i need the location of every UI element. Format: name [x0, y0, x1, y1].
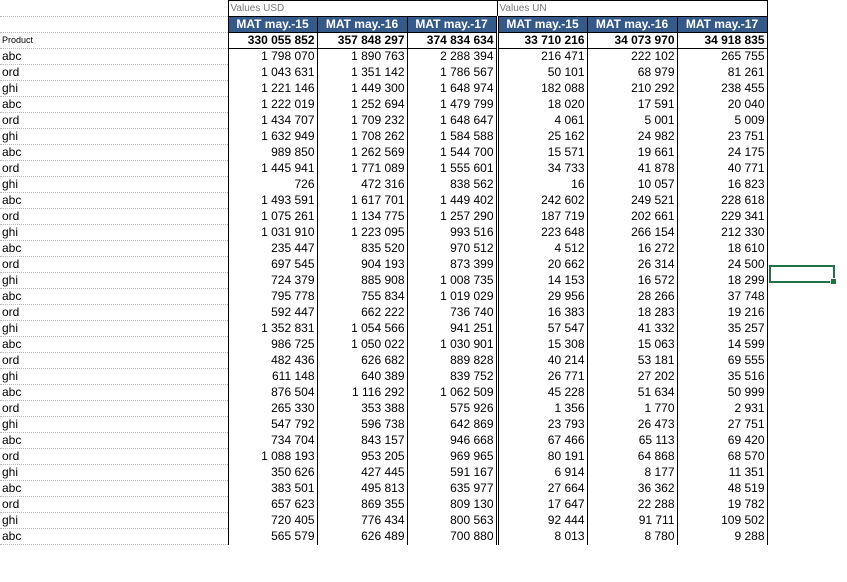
value-cell[interactable]: 1 031 910	[228, 225, 317, 241]
value-cell[interactable]: 16 572	[587, 273, 677, 289]
value-cell[interactable]: 24 500	[677, 257, 767, 273]
table-row	[0, 177, 767, 193]
table-row	[0, 49, 767, 65]
product-cell[interactable]: abc	[0, 529, 228, 545]
table-row	[0, 321, 767, 337]
value-cell[interactable]: 724 379	[228, 273, 317, 289]
table-row	[0, 65, 767, 81]
value-cell[interactable]: 23 793	[497, 417, 587, 433]
value-cell[interactable]: 27 751	[677, 417, 767, 433]
value-cell[interactable]: 946 668	[407, 433, 497, 449]
value-cell[interactable]: 16	[497, 177, 587, 193]
value-cell[interactable]: 16 823	[677, 177, 767, 193]
column-header[interactable]: MAT may.-17	[407, 17, 497, 33]
product-cell[interactable]: abc	[0, 49, 228, 65]
value-cell[interactable]: 547 792	[228, 417, 317, 433]
value-cell[interactable]: 2 931	[677, 401, 767, 417]
value-cell[interactable]: 14 599	[677, 337, 767, 353]
value-cell[interactable]: 755 834	[317, 289, 407, 305]
value-cell[interactable]: 17 591	[587, 97, 677, 113]
value-cell[interactable]: 41 332	[587, 321, 677, 337]
value-cell[interactable]: 18 020	[497, 97, 587, 113]
value-cell[interactable]: 80 191	[497, 449, 587, 465]
table-row	[0, 193, 767, 209]
product-cell[interactable]: abc	[0, 481, 228, 497]
value-cell[interactable]: 16 383	[497, 305, 587, 321]
product-cell[interactable]: ghi	[0, 81, 228, 97]
value-cell[interactable]: 876 504	[228, 385, 317, 401]
total-cell[interactable]: 357 848 297	[317, 33, 407, 49]
product-cell[interactable]: ghi	[0, 225, 228, 241]
product-cell[interactable]: abc	[0, 433, 228, 449]
value-cell[interactable]: 1 449 300	[317, 81, 407, 97]
value-cell[interactable]: 1 770	[587, 401, 677, 417]
value-cell[interactable]: 800 563	[407, 513, 497, 529]
value-cell[interactable]: 838 562	[407, 177, 497, 193]
value-cell[interactable]: 1 449 402	[407, 193, 497, 209]
value-cell[interactable]: 265 755	[677, 49, 767, 65]
value-cell[interactable]: 776 434	[317, 513, 407, 529]
value-cell[interactable]: 1 445 941	[228, 161, 317, 177]
total-cell[interactable]: 330 055 852	[228, 33, 317, 49]
value-cell[interactable]: 596 738	[317, 417, 407, 433]
value-cell[interactable]: 726	[228, 177, 317, 193]
value-cell[interactable]: 20 662	[497, 257, 587, 273]
value-cell[interactable]: 24 175	[677, 145, 767, 161]
value-cell[interactable]: 1 221 146	[228, 81, 317, 97]
cell-blank[interactable]	[0, 17, 228, 33]
total-cell[interactable]: 33 710 216	[497, 33, 587, 49]
value-cell[interactable]: 4 061	[497, 113, 587, 129]
product-cell[interactable]: ord	[0, 113, 228, 129]
value-cell[interactable]: 4 512	[497, 241, 587, 257]
value-cell[interactable]: 953 205	[317, 449, 407, 465]
product-cell[interactable]: abc	[0, 241, 228, 257]
value-cell[interactable]: 8 780	[587, 529, 677, 545]
value-cell[interactable]: 611 148	[228, 369, 317, 385]
value-cell[interactable]: 986 725	[228, 337, 317, 353]
value-cell[interactable]: 1 352 831	[228, 321, 317, 337]
value-cell[interactable]: 1 030 901	[407, 337, 497, 353]
value-cell[interactable]: 472 316	[317, 177, 407, 193]
value-cell[interactable]: 720 405	[228, 513, 317, 529]
value-cell[interactable]: 575 926	[407, 401, 497, 417]
value-cell[interactable]: 50 999	[677, 385, 767, 401]
product-cell[interactable]: ghi	[0, 369, 228, 385]
value-cell[interactable]: 6 914	[497, 465, 587, 481]
value-cell[interactable]: 19 216	[677, 305, 767, 321]
value-cell[interactable]: 68 570	[677, 449, 767, 465]
value-cell[interactable]: 26 314	[587, 257, 677, 273]
value-cell[interactable]: 26 771	[497, 369, 587, 385]
value-cell[interactable]: 50 101	[497, 65, 587, 81]
value-cell[interactable]: 222 102	[587, 49, 677, 65]
value-cell[interactable]: 11 351	[677, 465, 767, 481]
values-usd-label[interactable]: Values USD	[228, 1, 497, 17]
value-cell[interactable]: 1 544 700	[407, 145, 497, 161]
value-cell[interactable]: 1 062 509	[407, 385, 497, 401]
value-cell[interactable]: 228 618	[677, 193, 767, 209]
value-cell[interactable]: 1 252 694	[317, 97, 407, 113]
product-cell[interactable]: ghi	[0, 273, 228, 289]
product-cell[interactable]: ord	[0, 449, 228, 465]
value-cell[interactable]: 36 362	[587, 481, 677, 497]
value-cell[interactable]: 8 177	[587, 465, 677, 481]
value-cell[interactable]: 8 013	[497, 529, 587, 545]
value-cell[interactable]: 10 057	[587, 177, 677, 193]
table-row	[0, 241, 767, 257]
table-row	[0, 97, 767, 113]
value-cell[interactable]: 40 771	[677, 161, 767, 177]
value-cell[interactable]: 25 162	[497, 129, 587, 145]
fill-handle[interactable]	[830, 278, 837, 285]
product-cell[interactable]: ord	[0, 161, 228, 177]
value-cell[interactable]: 565 579	[228, 529, 317, 545]
value-cell[interactable]: 1 262 569	[317, 145, 407, 161]
value-cell[interactable]: 626 489	[317, 529, 407, 545]
product-cell[interactable]: ghi	[0, 513, 228, 529]
value-cell[interactable]: 41 878	[587, 161, 677, 177]
product-cell[interactable]: ord	[0, 65, 228, 81]
product-cell[interactable]: ghi	[0, 177, 228, 193]
value-cell[interactable]: 1 043 631	[228, 65, 317, 81]
value-cell[interactable]: 1 709 232	[317, 113, 407, 129]
product-cell[interactable]: ord	[0, 401, 228, 417]
table-row	[0, 273, 767, 289]
product-cell[interactable]: ghi	[0, 129, 228, 145]
value-cell[interactable]: 1 584 588	[407, 129, 497, 145]
value-cell[interactable]: 1 257 290	[407, 209, 497, 225]
value-cell[interactable]: 265 330	[228, 401, 317, 417]
value-cell[interactable]: 27 664	[497, 481, 587, 497]
value-cell[interactable]: 57 547	[497, 321, 587, 337]
value-cell[interactable]: 657 623	[228, 497, 317, 513]
value-cell[interactable]: 26 473	[587, 417, 677, 433]
value-cell[interactable]: 1 708 262	[317, 129, 407, 145]
group-header-row	[0, 1, 767, 17]
value-cell[interactable]: 29 956	[497, 289, 587, 305]
value-cell[interactable]: 592 447	[228, 305, 317, 321]
value-cell[interactable]: 640 389	[317, 369, 407, 385]
value-cell[interactable]: 212 330	[677, 225, 767, 241]
product-cell[interactable]: ghi	[0, 417, 228, 433]
value-cell[interactable]: 202 661	[587, 209, 677, 225]
value-cell[interactable]: 223 648	[497, 225, 587, 241]
cell-blank[interactable]	[0, 1, 228, 17]
value-cell[interactable]: 19 782	[677, 497, 767, 513]
table-row	[0, 529, 767, 545]
value-cell[interactable]: 18 283	[587, 305, 677, 321]
table-row	[0, 257, 767, 273]
value-cell[interactable]: 427 445	[317, 465, 407, 481]
table-row	[0, 129, 767, 145]
total-cell[interactable]: 34 073 970	[587, 33, 677, 49]
product-cell[interactable]: ord	[0, 497, 228, 513]
value-cell[interactable]: 734 704	[228, 433, 317, 449]
value-cell[interactable]: 1 054 566	[317, 321, 407, 337]
product-cell[interactable]: ghi	[0, 321, 228, 337]
product-cell[interactable]: abc	[0, 145, 228, 161]
value-cell[interactable]: 1 019 029	[407, 289, 497, 305]
value-cell[interactable]: 1 222 019	[228, 97, 317, 113]
value-cell[interactable]: 889 828	[407, 353, 497, 369]
table-row	[0, 81, 767, 97]
value-cell[interactable]: 1 632 949	[228, 129, 317, 145]
value-cell[interactable]: 23 751	[677, 129, 767, 145]
value-cell[interactable]: 970 512	[407, 241, 497, 257]
value-cell[interactable]: 19 661	[587, 145, 677, 161]
value-cell[interactable]: 9 288	[677, 529, 767, 545]
table-row	[0, 145, 767, 161]
value-cell[interactable]: 182 088	[497, 81, 587, 97]
value-cell[interactable]: 736 740	[407, 305, 497, 321]
total-cell[interactable]: 374 834 634	[407, 33, 497, 49]
table-row	[0, 369, 767, 385]
value-cell[interactable]: 109 502	[677, 513, 767, 529]
value-cell[interactable]: 873 399	[407, 257, 497, 273]
table-row	[0, 385, 767, 401]
value-cell[interactable]: 635 977	[407, 481, 497, 497]
table-row	[0, 465, 767, 481]
value-cell[interactable]: 1 434 707	[228, 113, 317, 129]
value-cell[interactable]: 15 063	[587, 337, 677, 353]
value-cell[interactable]: 1 555 601	[407, 161, 497, 177]
value-cell[interactable]: 885 908	[317, 273, 407, 289]
value-cell[interactable]: 15 571	[497, 145, 587, 161]
value-cell[interactable]: 235 447	[228, 241, 317, 257]
value-cell[interactable]: 1 798 070	[228, 49, 317, 65]
value-cell[interactable]: 34 733	[497, 161, 587, 177]
value-cell[interactable]: 697 545	[228, 257, 317, 273]
value-cell[interactable]: 662 222	[317, 305, 407, 321]
product-cell[interactable]: ord	[0, 209, 228, 225]
value-cell[interactable]: 229 341	[677, 209, 767, 225]
value-cell[interactable]: 1 648 974	[407, 81, 497, 97]
value-cell[interactable]: 1 008 735	[407, 273, 497, 289]
value-cell[interactable]: 20 040	[677, 97, 767, 113]
value-cell[interactable]: 809 130	[407, 497, 497, 513]
value-cell[interactable]: 51 634	[587, 385, 677, 401]
value-cell[interactable]: 14 153	[497, 273, 587, 289]
product-cell[interactable]: ghi	[0, 465, 228, 481]
value-cell[interactable]: 1 493 591	[228, 193, 317, 209]
value-cell[interactable]: 1 050 022	[317, 337, 407, 353]
value-cell[interactable]: 1 223 095	[317, 225, 407, 241]
value-cell[interactable]: 5 001	[587, 113, 677, 129]
value-cell[interactable]: 35 257	[677, 321, 767, 337]
value-cell[interactable]: 18 610	[677, 241, 767, 257]
value-cell[interactable]: 37 748	[677, 289, 767, 305]
column-header[interactable]: MAT may.-16	[587, 17, 677, 33]
value-cell[interactable]: 92 444	[497, 513, 587, 529]
table-row	[0, 481, 767, 497]
value-cell[interactable]: 482 436	[228, 353, 317, 369]
value-cell[interactable]: 35 516	[677, 369, 767, 385]
selected-cell-outline[interactable]	[769, 265, 835, 283]
value-cell[interactable]: 835 520	[317, 241, 407, 257]
value-cell[interactable]: 642 869	[407, 417, 497, 433]
table-row	[0, 161, 767, 177]
table-row	[0, 417, 767, 433]
product-cell[interactable]: abc	[0, 385, 228, 401]
total-cell[interactable]: 34 918 835	[677, 33, 767, 49]
value-cell[interactable]: 17 647	[497, 497, 587, 513]
value-cell[interactable]: 210 292	[587, 81, 677, 97]
value-cell[interactable]: 1 479 799	[407, 97, 497, 113]
value-cell[interactable]: 1 088 193	[228, 449, 317, 465]
value-cell[interactable]: 187 719	[497, 209, 587, 225]
value-cell[interactable]: 839 752	[407, 369, 497, 385]
value-cell[interactable]: 1 351 142	[317, 65, 407, 81]
value-cell[interactable]: 1 786 567	[407, 65, 497, 81]
product-cell[interactable]: abc	[0, 193, 228, 209]
value-cell[interactable]: 91 711	[587, 513, 677, 529]
product-cell[interactable]: ord	[0, 257, 228, 273]
value-cell[interactable]: 67 466	[497, 433, 587, 449]
value-cell[interactable]: 27 202	[587, 369, 677, 385]
value-cell[interactable]: 2 288 394	[407, 49, 497, 65]
value-cell[interactable]: 1 617 701	[317, 193, 407, 209]
table-row	[0, 433, 767, 449]
value-cell[interactable]: 48 519	[677, 481, 767, 497]
table-row	[0, 289, 767, 305]
table-row	[0, 513, 767, 529]
table-row	[0, 209, 767, 225]
value-cell[interactable]: 1 890 763	[317, 49, 407, 65]
totals-row	[0, 33, 767, 49]
value-cell[interactable]: 843 157	[317, 433, 407, 449]
value-cell[interactable]: 65 113	[587, 433, 677, 449]
value-cell[interactable]: 5 009	[677, 113, 767, 129]
column-header[interactable]: MAT may.-15	[228, 17, 317, 33]
value-cell[interactable]: 45 228	[497, 385, 587, 401]
value-cell[interactable]: 16 272	[587, 241, 677, 257]
value-cell[interactable]: 869 355	[317, 497, 407, 513]
value-cell[interactable]: 18 299	[677, 273, 767, 289]
value-cell[interactable]: 1 116 292	[317, 385, 407, 401]
value-cell[interactable]: 1 075 261	[228, 209, 317, 225]
value-cell[interactable]: 591 167	[407, 465, 497, 481]
value-cell[interactable]: 81 261	[677, 65, 767, 81]
product-header[interactable]: Product	[0, 33, 228, 49]
table-row	[0, 401, 767, 417]
value-cell[interactable]: 969 965	[407, 449, 497, 465]
value-cell[interactable]: 266 154	[587, 225, 677, 241]
value-cell[interactable]: 989 850	[228, 145, 317, 161]
value-cell[interactable]: 24 982	[587, 129, 677, 145]
value-cell[interactable]: 216 471	[497, 49, 587, 65]
column-header-row	[0, 17, 767, 33]
product-cell[interactable]: ord	[0, 353, 228, 369]
value-cell[interactable]: 64 868	[587, 449, 677, 465]
value-cell[interactable]: 626 682	[317, 353, 407, 369]
value-cell[interactable]: 242 602	[497, 193, 587, 209]
value-cell[interactable]: 353 388	[317, 401, 407, 417]
table-row	[0, 113, 767, 129]
column-header[interactable]: MAT may.-15	[497, 17, 587, 33]
table-row	[0, 353, 767, 369]
product-cell[interactable]: ord	[0, 305, 228, 321]
value-cell[interactable]: 383 501	[228, 481, 317, 497]
column-header[interactable]: MAT may.-17	[677, 17, 767, 33]
value-cell[interactable]: 495 813	[317, 481, 407, 497]
value-cell[interactable]: 15 308	[497, 337, 587, 353]
value-cell[interactable]: 1 648 647	[407, 113, 497, 129]
value-cell[interactable]: 1 771 089	[317, 161, 407, 177]
value-cell[interactable]: 22 288	[587, 497, 677, 513]
value-cell[interactable]: 68 979	[587, 65, 677, 81]
value-cell[interactable]: 69 420	[677, 433, 767, 449]
table-row	[0, 497, 767, 513]
value-cell[interactable]: 238 455	[677, 81, 767, 97]
value-cell[interactable]: 53 181	[587, 353, 677, 369]
value-cell[interactable]: 28 266	[587, 289, 677, 305]
value-cell[interactable]: 69 555	[677, 353, 767, 369]
product-cell[interactable]: abc	[0, 337, 228, 353]
product-cell[interactable]: abc	[0, 289, 228, 305]
table-row	[0, 305, 767, 321]
value-cell[interactable]: 249 521	[587, 193, 677, 209]
column-header[interactable]: MAT may.-16	[317, 17, 407, 33]
value-cell[interactable]: 350 626	[228, 465, 317, 481]
value-cell[interactable]: 1 134 775	[317, 209, 407, 225]
value-cell[interactable]: 795 778	[228, 289, 317, 305]
value-cell[interactable]: 904 193	[317, 257, 407, 273]
value-cell[interactable]: 1 356	[497, 401, 587, 417]
value-cell[interactable]: 941 251	[407, 321, 497, 337]
table-row	[0, 337, 767, 353]
value-cell[interactable]: 993 516	[407, 225, 497, 241]
product-cell[interactable]: abc	[0, 97, 228, 113]
values-un-label[interactable]: Values UN	[497, 1, 767, 17]
table-row	[0, 449, 767, 465]
value-cell[interactable]: 40 214	[497, 353, 587, 369]
value-cell[interactable]: 700 880	[407, 529, 497, 545]
table-row	[0, 225, 767, 241]
